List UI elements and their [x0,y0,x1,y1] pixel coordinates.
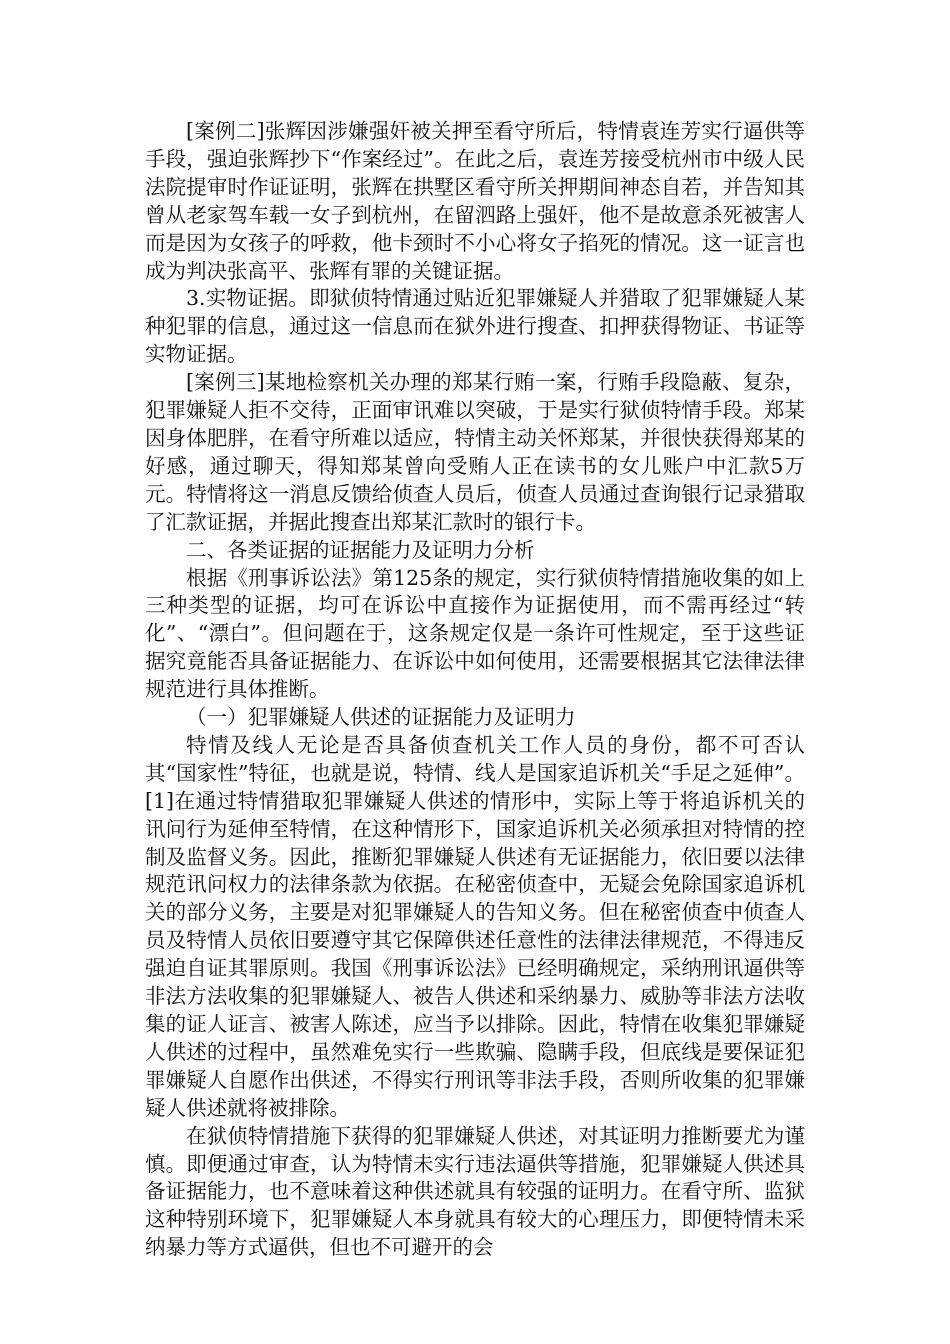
paragraph-case-two: [案例二]张辉因涉嫌强奸被关押至看守所后，特情袁连芳实行逼供等手段，强迫张辉抄下“作案经过”。在此之后，袁连芳接受杭州市中级人民法院提审时作证证明，张辉在拱墅区看守所关押期间神态自若，并告知其曾从老家驾车载一女子到杭州，在留泗路上强奸，他不是故意杀死被害人而是因为女孩子的呼救，他卡颈时不小心将女子掐死的情况。这一证言也成为判决张高平、张辉有罪的关键证据。 [145,119,805,283]
paragraph-article-125: 根据《刑事诉讼法》第125条的规定，实行狱侦特情措施收集的如上三种类型的证据，均可在诉讼中直接作为证据使用，而不需再经过“转化”、“漂白”。但问题在于，这条规定仅是一条许可性规定，至于这些证据究竟能否具备证据能力、在诉讼中如何使用，还需要根据其它法律法律规范进行具体推断。 [145,565,805,702]
subsection-heading-confession: （一）犯罪嫌疑人供述的证据能力及证明力 [186,705,576,730]
section-heading-evidence-analysis: 二、各类证据的证据能力及证明力分析 [186,537,535,562]
paragraph-informant-state-nature: 特情及线人无论是否具备侦查机关工作人员的身份，都不可否认其“国家性”特征，也就是说，特情、线人是国家追诉机关“手足之延伸”。[1]在通过特情猎取犯罪嫌疑人供述的情形中，实际上等于将追诉机关的讯问行为延伸至特情，在这种情形下，国家追诉机关必须承担对特情的控制及监督义务。因此，推断犯罪嫌疑人供述有无证据能力，依旧要以法律规范讯问权力的法律条款为依据。在秘密侦查中，无疑会免除国家追诉机关的部分义务，主要是对犯罪嫌疑人的告知义务。但在秘密侦查中侦查人员及特情人员依旧要遵守其它保障供述任意性的法律法律规范，不得违反强迫自证其罪原则。我国《刑事诉讼法》已经明确规定，采纳刑讯逼供等非法方法收集的犯罪嫌疑人、被告人供述和采纳暴力、威胁等非法方法收集的证人证言、被害人陈述，应当予以排除。因此，特情在收集犯罪嫌疑人供述的过程中，虽然难免实行一些欺骗、隐瞒手段，但底线是要保证犯罪嫌疑人自愿作出供述，不得实行刑讯等非法手段，否则所收集的犯罪嫌疑人供述就将被排除。 [145,732,805,1120]
paragraph-case-three: [案例三]某地检察机关办理的郑某行贿一案，行贿手段隐蔽、复杂，犯罪嫌疑人拒不交待，正面审讯难以突破，于是实行狱侦特情手段。郑某因身体肥胖，在看守所难以适应，特情主动关怀郑某，并很快获得郑某的好感，通过聊天，得知郑某曾向受贿人正在读书的女儿账户中汇款5万元。特情将这一消息反馈给侦查人员后，侦查人员通过查询银行记录猎取了汇款证据，并据此搜查出郑某汇款时的银行卡。 [145,370,805,534]
document-body [145,118,805,1262]
paragraph-physical-evidence: 3.实物证据。即狱侦特情通过贴近犯罪嫌疑人并猎取了犯罪嫌疑人某种犯罪的信息，通过这一信息而在狱外进行搜查、扣押获得物证、书证等实物证据。 [145,286,805,367]
paragraph-probative-force: 在狱侦特情措施下获得的犯罪嫌疑人供述，对其证明力推断要尤为谨慎。即便通过审查，认为特情未实行违法逼供等措施，犯罪嫌疑人供述具备证据能力，也不意味着这种供述就具有较强的证明力。在看守所、监狱这种特别环境下，犯罪嫌疑人本身就具有较大的心理压力，即便特情未采纳暴力等方式逼供，但也不可避开的会 [145,1123,805,1260]
